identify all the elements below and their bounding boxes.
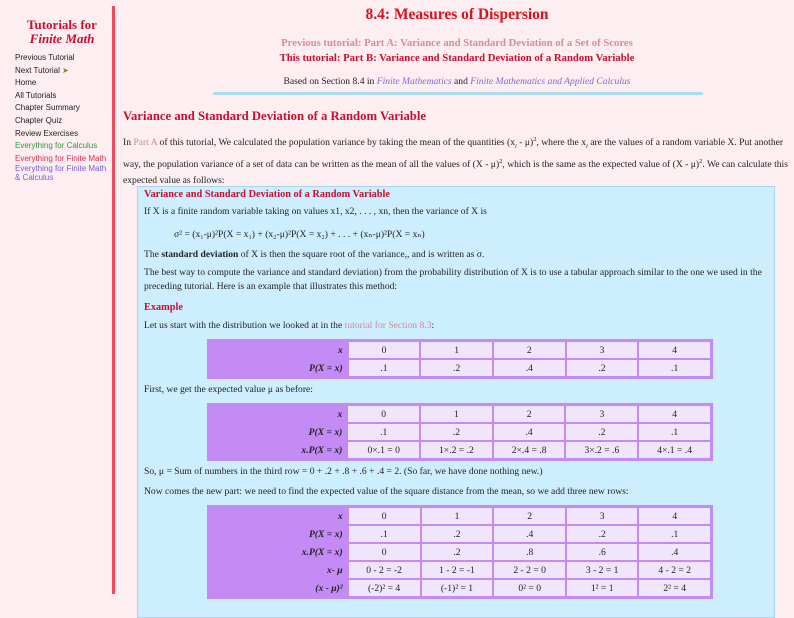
table-cell: .1	[347, 423, 420, 441]
row-header: x- μ	[209, 561, 348, 579]
table-cell: 4×.1 = .4	[638, 441, 711, 459]
this-tutorial-heading: This tutorial: Part B: Variance and Standard Deviation of a Random Variable	[279, 52, 635, 64]
table-cell: 4	[638, 405, 711, 423]
distribution-table-2	[207, 403, 713, 461]
start-text	[144, 319, 768, 333]
table-cell: .4	[493, 423, 566, 441]
sidebar-item-everything-finite-math[interactable]: Everything for Finite Math	[15, 153, 107, 163]
sidebar-title-line1: Tutorials for	[27, 17, 97, 32]
sidebar-item-next-tutorial[interactable]	[0, 65, 110, 78]
start-text-a: Let us start with the distribution we looked at in the	[144, 320, 345, 331]
table-cell: .2	[421, 543, 494, 561]
table-cell: .1	[638, 525, 711, 543]
table-cell: 2	[493, 341, 566, 359]
arrow-right-icon: ➤	[62, 65, 69, 75]
table-row	[209, 359, 711, 377]
table-cell: 3	[565, 405, 638, 423]
box-title: Variance and Standard Deviation of a Random Variable	[144, 189, 390, 200]
sidebar-title-line2: Finite Math	[29, 31, 95, 46]
table-cell: 4	[638, 507, 711, 525]
table-cell: 0	[347, 405, 420, 423]
now-comes-text: Now comes the new part: we need to find the expected value of the square distance from the mean, so we add three new rows:	[144, 486, 629, 497]
table-cell: 3	[566, 507, 639, 525]
table-cell: .2	[420, 423, 493, 441]
table-row	[209, 579, 711, 597]
table-cell: 1² = 1	[566, 579, 639, 597]
table-row	[209, 525, 711, 543]
intro-text: of this tutorial, We calculated the population variance by taking the mean of the quantities (x	[157, 137, 516, 149]
table-cell: 3 - 2 = 1	[566, 561, 639, 579]
table-cell: 0×.1 = 0	[347, 441, 420, 459]
table-cell: 0² = 0	[493, 579, 566, 597]
table-cell: .1	[348, 359, 421, 377]
std-bold: standard deviation	[161, 249, 239, 260]
table-cell: 3	[566, 341, 639, 359]
start-text-b: :	[431, 320, 435, 331]
table-cell: 0	[348, 543, 421, 561]
table-cell: 2² = 4	[638, 579, 711, 597]
table-cell: 1	[421, 507, 494, 525]
table-cell: .4	[638, 543, 711, 561]
main-content	[120, 0, 794, 594]
best-way-text: The best way to compute the variance and standard deviation) from the probability distribution of X is to use a tabular approach similar to the one we used in the preceding tutorial. Here is an example that illustrates this method:	[144, 267, 762, 292]
table-cell: .1	[638, 359, 711, 377]
table-row	[209, 561, 711, 579]
row-header: x.P(X = x)	[209, 543, 348, 561]
intro-text: - μ)	[516, 137, 534, 149]
section-8-3-link[interactable]: tutorial for Section 8.3	[344, 320, 432, 331]
so-mu-text: So, μ = Sum of numbers in the third row = 0 + .2 + .8 + .6 + .4 = 2. (So far, we have done nothing new.)	[144, 466, 543, 477]
page-title: 8.4: Measures of Dispersion	[365, 6, 549, 23]
book-link-finite-math[interactable]: Finite Mathematics	[376, 76, 452, 87]
row-header: (x - μ)²	[209, 579, 348, 597]
table-cell: .8	[493, 543, 566, 561]
vertical-divider	[112, 6, 115, 594]
intro-text: In	[123, 137, 134, 149]
intro-text: are the values of a random variable X. Put another way, the population variance of a set of data can be written as the mean of all the values of (X - μ)	[123, 137, 784, 171]
row-header: x.P(X = x)	[209, 441, 347, 459]
horizontal-rule	[213, 92, 703, 95]
row-header: P(X = x)	[209, 525, 348, 543]
book-link-finite-math-applied-calculus[interactable]: Finite Mathematics and Applied Calculus	[470, 76, 631, 87]
previous-tutorial-link[interactable]: Previous tutorial: Part A: Variance and Standard Deviation of a Set of Scores	[281, 37, 633, 49]
table-cell: .1	[638, 423, 711, 441]
sidebar-item-all-tutorials[interactable]: All Tutorials	[15, 90, 57, 100]
intro-text: , which is the same as the expected value of (X - μ)	[502, 159, 700, 171]
row-header: P(X = x)	[209, 359, 348, 377]
first-text: First, we get the expected value μ as before:	[144, 384, 313, 395]
sidebar-item-label: Next Tutorial	[15, 65, 60, 75]
table-cell: .4	[493, 359, 566, 377]
table-cell: .2	[565, 423, 638, 441]
table-cell: 2×.4 = .8	[493, 441, 566, 459]
example-label: Example	[144, 302, 183, 313]
table-cell: 3×.2 = .6	[565, 441, 638, 459]
table-cell: 0	[348, 341, 421, 359]
row-header: x	[209, 507, 348, 525]
intro-paragraph: In Part A of this tutorial, We calculated the population variance by taking the mean of the quantities $(x_i - \mu)^2$, where the $x_i$ are the values of a random variable X. Put another way, the population variance of a set of data can be written as the mean of all the values of (X - μ)$^2$, which is the same as the expected value of (X - μ)$^2$. We can calculate this expected value as follows:	[123, 136, 788, 186]
table-cell: 2 - 2 = 0	[493, 561, 566, 579]
table-row	[209, 543, 711, 561]
sidebar-title	[14, 18, 110, 46]
table-cell: .2	[566, 525, 639, 543]
based-prefix: Based on Section 8.4 in	[283, 76, 377, 87]
table-cell: 0	[348, 507, 421, 525]
variance-formula: σ² = (x₁-μ)²P(X = x₁) + (x₂-μ)²P(X = x₂) + . . . + (xₙ-μ)²P(X = xₙ)	[174, 229, 425, 240]
definition-box	[137, 186, 775, 618]
table-cell: .1	[348, 525, 421, 543]
table-cell: 0 - 2 = -2	[348, 561, 421, 579]
row-header: x	[209, 341, 348, 359]
std-text: The	[144, 249, 162, 260]
table-row	[209, 341, 711, 359]
sidebar-item-everything-finite-math-calculus[interactable]: Everything for Finite Math & Calculus	[15, 164, 107, 182]
part-a-link[interactable]: Part A	[133, 137, 158, 149]
table-cell: 4	[638, 341, 711, 359]
row-header: x	[209, 405, 347, 423]
sidebar-item-previous-tutorial[interactable]	[0, 52, 110, 65]
table-row	[209, 405, 711, 423]
table-cell: .2	[421, 525, 494, 543]
table-cell: 4 - 2 = 2	[638, 561, 711, 579]
section-heading: Variance and Standard Deviation of a Random Variable	[123, 109, 427, 123]
table-cell: (-2)² = 4	[348, 579, 421, 597]
sidebar-item-chapter-quiz[interactable]: Chapter Quiz	[15, 115, 63, 125]
table-row	[209, 441, 711, 459]
std-dev-text	[144, 248, 768, 262]
table-cell: 2	[493, 507, 566, 525]
row-header: P(X = x)	[209, 423, 347, 441]
based-and: and	[451, 76, 471, 87]
std-text: of X is then the square root of the variance,, and is written as σ.	[238, 249, 485, 260]
table-cell: 1×.2 = .2	[420, 441, 493, 459]
table-cell: 1	[420, 341, 493, 359]
table-cell: .6	[566, 543, 639, 561]
table-cell: 2	[493, 405, 566, 423]
distribution-table-1	[207, 339, 713, 379]
sidebar-item-review-exercises[interactable]: Review Exercises	[15, 128, 79, 138]
based-on-line	[120, 76, 794, 87]
sidebar	[0, 0, 110, 182]
sidebar-item-chapter-summary[interactable]: Chapter Summary	[15, 103, 80, 113]
table-row	[209, 423, 711, 441]
table-cell: 1	[420, 405, 493, 423]
table-cell: .4	[493, 525, 566, 543]
table-cell: .2	[420, 359, 493, 377]
intro-text: , where the x	[536, 137, 586, 149]
table-cell: 1 - 2 = -1	[421, 561, 494, 579]
table-cell: (-1)² = 1	[421, 579, 494, 597]
table-cell: .2	[566, 359, 639, 377]
distribution-table-3	[207, 505, 713, 599]
sidebar-item-home[interactable]: Home	[15, 78, 37, 88]
sidebar-item-everything-calculus[interactable]: Everything for Calculus	[15, 141, 98, 151]
definition-text: If X is a finite random variable taking on values x1, x2, . . . , xn, then the variance of X is	[144, 206, 487, 217]
sidebar-item-label: Previous Tutorial	[15, 53, 75, 62]
table-row	[209, 507, 711, 525]
intro-text: . We can calculate this expected value as follows:	[123, 159, 788, 186]
sidebar-nav	[0, 52, 110, 182]
